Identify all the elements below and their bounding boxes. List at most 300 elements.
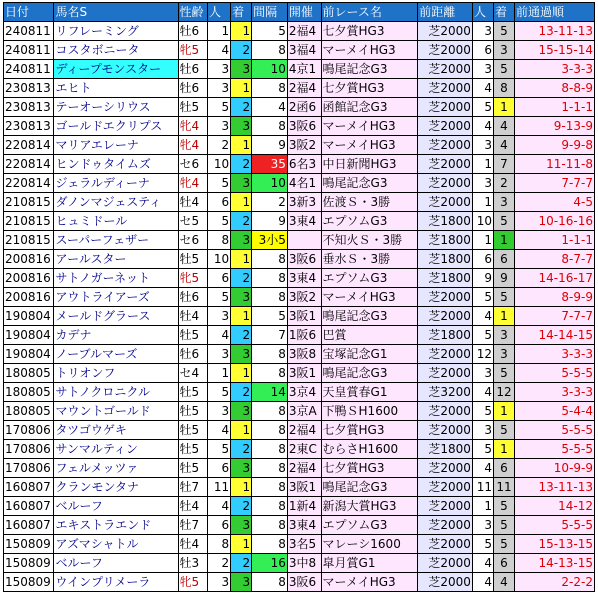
passing-order: 10-9-9	[515, 459, 595, 478]
venue: 3阪2	[287, 288, 321, 307]
passing-order: 8-8-9	[515, 79, 595, 98]
sex-age: 牝5	[178, 41, 207, 60]
venue: 2福4	[287, 421, 321, 440]
finish-badge: 2	[231, 497, 252, 516]
interval: 8	[252, 440, 288, 459]
prev-distance: 芝2000	[418, 60, 473, 79]
finish-badge: 1	[231, 307, 252, 326]
row-date: 160807	[4, 516, 54, 535]
passing-order: 5-5-5	[515, 421, 595, 440]
table-row	[4, 174, 595, 193]
sex-age: セ6	[178, 231, 207, 250]
prev-race-name: エプソムG3	[321, 269, 418, 288]
prev-popularity: 5	[472, 440, 493, 459]
prev-distance: 芝2000	[418, 155, 473, 174]
prev-popularity: 5	[472, 535, 493, 554]
finish-badge: 2	[231, 326, 252, 345]
passing-order: 9-13-9	[515, 117, 595, 136]
prev-finish: 6	[493, 250, 514, 269]
row-date: 230813	[4, 98, 54, 117]
venue: 4名1	[287, 174, 321, 193]
gate-number: 10	[207, 250, 230, 269]
prev-finish: 3	[493, 345, 514, 364]
sex-age: 牡7	[178, 516, 207, 535]
finish-badge: 3	[231, 402, 252, 421]
finish-badge: 2	[231, 41, 252, 60]
row-date: 240811	[4, 60, 54, 79]
gate-number: 5	[207, 440, 230, 459]
prev-finish: 5	[493, 212, 514, 231]
prev-popularity: 5	[472, 402, 493, 421]
gate-number: 1	[207, 364, 230, 383]
prev-race-name: 鳴尾記念G3	[321, 478, 418, 497]
sex-age: 牡4	[178, 497, 207, 516]
table-row	[4, 307, 595, 326]
finish-badge: 3	[231, 573, 252, 592]
header-date: 日付	[4, 3, 54, 22]
venue: 3福4	[287, 41, 321, 60]
row-date: 170806	[4, 459, 54, 478]
prev-race-name: むらさH1600	[321, 440, 418, 459]
gate-number: 3	[207, 79, 230, 98]
gate-number: 3	[207, 573, 230, 592]
prev-popularity: 6	[472, 250, 493, 269]
horse-name: スーパーフェザー	[54, 231, 178, 250]
venue: 3阪1	[287, 478, 321, 497]
prev-race-name: 鳴尾記念G3	[321, 60, 418, 79]
gate-number: 6	[207, 516, 230, 535]
table-row	[4, 288, 595, 307]
venue: 3阪2	[287, 136, 321, 155]
prev-race-name: 七夕賞HG3	[321, 421, 418, 440]
venue: 2福4	[287, 22, 321, 41]
prev-distance: 芝2000	[418, 421, 473, 440]
horse-name: クランモンタナ	[54, 478, 178, 497]
sex-age: 牝5	[178, 269, 207, 288]
row-date: 160807	[4, 478, 54, 497]
prev-finish: 3	[493, 193, 514, 212]
prev-distance: 芝2000	[418, 288, 473, 307]
prev-popularity: 4	[472, 307, 493, 326]
horse-name: フェルメッツァ	[54, 459, 178, 478]
interval: 8	[252, 497, 288, 516]
prev-finish: 6	[493, 554, 514, 573]
horse-name: マリアエレーナ	[54, 136, 178, 155]
venue: 2東C	[287, 440, 321, 459]
row-date: 200816	[4, 250, 54, 269]
prev-finish: 1	[493, 98, 514, 117]
horse-name: エキストラエンド	[54, 516, 178, 535]
finish-badge: 3	[231, 174, 252, 193]
prev-distance: 芝1800	[418, 269, 473, 288]
prev-popularity: 1	[472, 497, 493, 516]
prev-distance: 芝1800	[418, 212, 473, 231]
sex-age: 牡5	[178, 421, 207, 440]
prev-race-name: 佐渡Ｓ・3勝	[321, 193, 418, 212]
finish-badge: 1	[231, 364, 252, 383]
prev-race-name: 中日新聞HG3	[321, 155, 418, 174]
prev-distance: 芝2000	[418, 174, 473, 193]
horse-name: ジェラルディーナ	[54, 174, 178, 193]
header-prev-race: 前レース名	[321, 3, 418, 22]
sex-age: 牡4	[178, 193, 207, 212]
gate-number: 4	[207, 41, 230, 60]
prev-race-name: 皐月賞G1	[321, 554, 418, 573]
sex-age: 牡5	[178, 459, 207, 478]
prev-race-name: 七夕賞HG3	[321, 459, 418, 478]
prev-popularity: 1	[472, 231, 493, 250]
prev-race-name: 七夕賞HG3	[321, 22, 418, 41]
interval: 8	[252, 421, 288, 440]
prev-finish: 5	[493, 421, 514, 440]
passing-order: 1-1-1	[515, 231, 595, 250]
sex-age: 牡6	[178, 345, 207, 364]
interval: 8	[252, 41, 288, 60]
header-interval: 間隔	[252, 3, 288, 22]
horse-name: メールドグラース	[54, 307, 178, 326]
finish-badge: 3	[231, 231, 252, 250]
gate-number: 3	[207, 60, 230, 79]
table-row	[4, 79, 595, 98]
horse-name: リフレーミング	[54, 22, 178, 41]
prev-distance: 芝2000	[418, 402, 473, 421]
finish-badge: 3	[231, 288, 252, 307]
prev-finish: 3	[493, 326, 514, 345]
prev-finish: 8	[493, 79, 514, 98]
prev-finish: 5	[493, 516, 514, 535]
prev-finish: 2	[493, 174, 514, 193]
gate-number: 5	[207, 174, 230, 193]
prev-popularity: 12	[472, 345, 493, 364]
gate-number: 5	[207, 98, 230, 117]
finish-badge: 3	[231, 516, 252, 535]
prev-finish: 1	[493, 231, 514, 250]
prev-popularity: 9	[472, 269, 493, 288]
row-date: 210815	[4, 212, 54, 231]
table-row	[4, 516, 595, 535]
sex-age: セ4	[178, 364, 207, 383]
finish-badge: 2	[231, 212, 252, 231]
venue: 3中8	[287, 554, 321, 573]
prev-popularity: 10	[472, 212, 493, 231]
row-date: 230813	[4, 79, 54, 98]
prev-distance: 芝2000	[418, 307, 473, 326]
sex-age: 牝5	[178, 573, 207, 592]
interval: 10	[252, 60, 288, 79]
venue: 3阪1	[287, 364, 321, 383]
prev-distance: 芝2000	[418, 573, 473, 592]
prev-finish: 4	[493, 117, 514, 136]
interval: 16	[252, 554, 288, 573]
table-row	[4, 459, 595, 478]
prev-finish: 5	[493, 22, 514, 41]
table-row	[4, 193, 595, 212]
prev-race-name: マーメイHG3	[321, 117, 418, 136]
prev-race-name: 宝塚記念G1	[321, 345, 418, 364]
venue: 3東4	[287, 212, 321, 231]
prev-distance: 芝2000	[418, 41, 473, 60]
passing-order: 10-16-16	[515, 212, 595, 231]
prev-distance: 芝2000	[418, 459, 473, 478]
table-row	[4, 269, 595, 288]
venue: 3阪1	[287, 307, 321, 326]
horse-name: アウトライアーズ	[54, 288, 178, 307]
row-date: 190804	[4, 326, 54, 345]
row-date: 210815	[4, 193, 54, 212]
prev-race-name: 鳴尾記念G3	[321, 174, 418, 193]
header-sexage: 性齢	[178, 3, 207, 22]
table-row	[4, 117, 595, 136]
interval: 2	[252, 193, 288, 212]
prev-race-name: 鳴尾記念G3	[321, 307, 418, 326]
prev-popularity: 3	[472, 516, 493, 535]
table-row	[4, 60, 595, 79]
interval: 8	[252, 288, 288, 307]
prev-distance: 芝1800	[418, 326, 473, 345]
header-venue: 開催	[287, 3, 321, 22]
passing-order: 5-5-5	[515, 440, 595, 459]
table-row	[4, 440, 595, 459]
gate-number: 2	[207, 554, 230, 573]
row-date: 190804	[4, 307, 54, 326]
horse-name: ヒュミドール	[54, 212, 178, 231]
sex-age: 牡6	[178, 288, 207, 307]
table-row	[4, 98, 595, 117]
passing-order: 7-7-7	[515, 307, 595, 326]
venue: 1新4	[287, 497, 321, 516]
table-row	[4, 155, 595, 174]
sex-age: セ5	[178, 212, 207, 231]
row-date: 170806	[4, 440, 54, 459]
horse-name: ヒンドゥタイムズ	[54, 155, 178, 174]
table-row	[4, 554, 595, 573]
passing-order: 5-4-4	[515, 402, 595, 421]
prev-finish: 3	[493, 41, 514, 60]
interval: 8	[252, 459, 288, 478]
prev-distance: 芝2000	[418, 345, 473, 364]
interval: 8	[252, 573, 288, 592]
horse-name: サトノクロニクル	[54, 383, 178, 402]
passing-order: 14-14-15	[515, 326, 595, 345]
header-row	[4, 3, 595, 22]
table-row	[4, 535, 595, 554]
finish-badge: 1	[231, 193, 252, 212]
sex-age: 牝4	[178, 174, 207, 193]
prev-finish: 1	[493, 440, 514, 459]
venue: 3阪8	[287, 345, 321, 364]
prev-distance: 芝2000	[418, 136, 473, 155]
horse-name: エヒト	[54, 79, 178, 98]
passing-order: 14-13-15	[515, 554, 595, 573]
horse-name: ベルーフ	[54, 554, 178, 573]
prev-popularity: 5	[472, 98, 493, 117]
prev-race-name: 鳴尾記念G3	[321, 364, 418, 383]
prev-finish: 4	[493, 573, 514, 592]
horse-name: マウントゴールド	[54, 402, 178, 421]
header-passing: 前通過順	[515, 3, 595, 22]
interval: 8	[252, 117, 288, 136]
sex-age: 牡5	[178, 402, 207, 421]
gate-number: 5	[207, 383, 230, 402]
row-date: 230813	[4, 117, 54, 136]
prev-popularity: 4	[472, 117, 493, 136]
gate-number: 6	[207, 269, 230, 288]
interval: 5	[252, 22, 288, 41]
venue: 3東4	[287, 516, 321, 535]
gate-number: 3	[207, 402, 230, 421]
table-row	[4, 41, 595, 60]
prev-finish: 6	[493, 459, 514, 478]
prev-finish: 5	[493, 535, 514, 554]
venue	[287, 231, 321, 250]
gate-number: 4	[207, 326, 230, 345]
interval: 8	[252, 79, 288, 98]
row-date: 240811	[4, 41, 54, 60]
header-gate: 人	[207, 3, 230, 22]
finish-badge: 1	[231, 250, 252, 269]
table-row	[4, 421, 595, 440]
prev-distance: 芝2000	[418, 364, 473, 383]
passing-order: 3-3-3	[515, 345, 595, 364]
prev-finish: 9	[493, 269, 514, 288]
interval: 4	[252, 98, 288, 117]
prev-race-name: マレーシ1600	[321, 535, 418, 554]
table-row	[4, 212, 595, 231]
table-row	[4, 364, 595, 383]
venue: 3名5	[287, 535, 321, 554]
finish-badge: 1	[231, 478, 252, 497]
venue: 3新3	[287, 193, 321, 212]
prev-finish: 12	[493, 383, 514, 402]
gate-number: 4	[207, 421, 230, 440]
interval: 3小5	[252, 231, 288, 250]
prev-finish: 11	[493, 478, 514, 497]
prev-distance: 芝2000	[418, 117, 473, 136]
prev-distance: 芝1800	[418, 231, 473, 250]
row-date: 200816	[4, 269, 54, 288]
sex-age: 牡5	[178, 98, 207, 117]
header-prev-pop: 人	[472, 3, 493, 22]
horse-name: テーオーシリウス	[54, 98, 178, 117]
sex-age: セ6	[178, 155, 207, 174]
venue: 3阪6	[287, 573, 321, 592]
prev-distance: 芝3200	[418, 383, 473, 402]
passing-order: 8-9-9	[515, 288, 595, 307]
gate-number: 5	[207, 288, 230, 307]
prev-race-name: エプソムG3	[321, 516, 418, 535]
finish-badge: 1	[231, 136, 252, 155]
venue: 4京1	[287, 60, 321, 79]
horse-name: ベルーフ	[54, 497, 178, 516]
finish-badge: 3	[231, 117, 252, 136]
prev-race-name: 函館記念G3	[321, 98, 418, 117]
venue: 6名3	[287, 155, 321, 174]
prev-popularity: 5	[472, 326, 493, 345]
gate-number: 3	[207, 345, 230, 364]
prev-race-name: 七夕賞HG3	[321, 79, 418, 98]
row-date: 150809	[4, 535, 54, 554]
interval: 8	[252, 535, 288, 554]
passing-order: 5-5-5	[515, 516, 595, 535]
passing-order: 14-12	[515, 497, 595, 516]
sex-age: 牡5	[178, 326, 207, 345]
prev-popularity: 4	[472, 383, 493, 402]
finish-badge: 1	[231, 421, 252, 440]
interval: 8	[252, 402, 288, 421]
finish-badge: 2	[231, 554, 252, 573]
table-row	[4, 497, 595, 516]
prev-finish: 4	[493, 136, 514, 155]
horse-name: アズマシャトル	[54, 535, 178, 554]
header-prev-dist: 前距離	[418, 3, 473, 22]
prev-distance: 芝2000	[418, 497, 473, 516]
passing-order: 9-9-8	[515, 136, 595, 155]
gate-number: 2	[207, 136, 230, 155]
prev-popularity: 4	[472, 573, 493, 592]
prev-race-name: 不知火Ｓ・3勝	[321, 231, 418, 250]
header-horse: 馬名S	[54, 3, 178, 22]
table-row	[4, 22, 595, 41]
passing-order: 4-5	[515, 193, 595, 212]
interval: 9	[252, 136, 288, 155]
passing-order: 14-16-17	[515, 269, 595, 288]
row-date: 220814	[4, 174, 54, 193]
gate-number: 1	[207, 22, 230, 41]
prev-popularity: 3	[472, 174, 493, 193]
prev-distance: 芝2000	[418, 478, 473, 497]
row-date: 180805	[4, 364, 54, 383]
finish-badge: 2	[231, 440, 252, 459]
horse-name: サンマルティン	[54, 440, 178, 459]
horse-name: サトノガーネット	[54, 269, 178, 288]
finish-badge: 1	[231, 79, 252, 98]
passing-order: 13-11-13	[515, 22, 595, 41]
prev-popularity: 3	[472, 364, 493, 383]
horse-name: カデナ	[54, 326, 178, 345]
prev-popularity: 1	[472, 193, 493, 212]
race-history-table	[3, 2, 595, 592]
table-row	[4, 383, 595, 402]
prev-race-name: 巴賞	[321, 326, 418, 345]
prev-distance: 芝2000	[418, 193, 473, 212]
prev-finish: 5	[493, 288, 514, 307]
table-row	[4, 402, 595, 421]
venue: 3京A	[287, 402, 321, 421]
finish-badge: 2	[231, 98, 252, 117]
row-date: 210815	[4, 231, 54, 250]
gate-number: 3	[207, 117, 230, 136]
passing-order: 3-3-3	[515, 383, 595, 402]
horse-name: トリオンフ	[54, 364, 178, 383]
venue: 3京4	[287, 383, 321, 402]
row-date: 170806	[4, 421, 54, 440]
row-date: 220814	[4, 155, 54, 174]
gate-number: 10	[207, 155, 230, 174]
venue: 2函6	[287, 98, 321, 117]
sex-age: 牡5	[178, 383, 207, 402]
prev-popularity: 3	[472, 22, 493, 41]
interval: 10	[252, 174, 288, 193]
horse-name: ウインプリメーラ	[54, 573, 178, 592]
sex-age: 牡4	[178, 535, 207, 554]
horse-name: ディープモンスター	[54, 60, 178, 79]
row-date: 190804	[4, 345, 54, 364]
finish-badge: 1	[231, 22, 252, 41]
row-date: 150809	[4, 573, 54, 592]
finish-badge: 3	[231, 459, 252, 478]
passing-order: 7-7-7	[515, 174, 595, 193]
passing-order: 5-5-5	[515, 364, 595, 383]
